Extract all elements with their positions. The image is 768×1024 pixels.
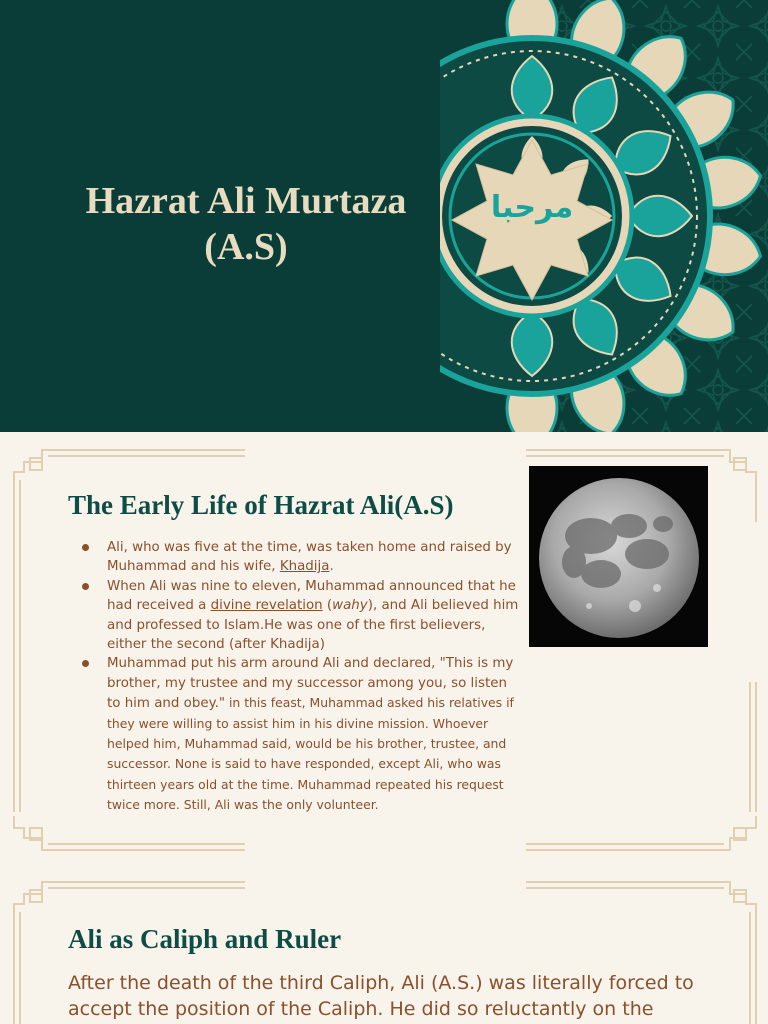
- list-item: [80, 577, 520, 655]
- welcome-badge-text: مرحبا: [490, 190, 574, 225]
- bullet-list: [80, 538, 520, 816]
- khadija-link[interactable]: Khadija: [279, 559, 330, 575]
- bullet-text: ), and Ali believed him and professed to Islam.He was one of the first believers, either the second (after Khadija): [107, 598, 519, 653]
- bullet-text: Ali, who was five at the time, was taken home and raised by Muhammad and his wife,: [107, 540, 512, 575]
- early-life-slide: [0, 432, 768, 864]
- list-item: [80, 538, 520, 577]
- list-item: [80, 654, 520, 815]
- section-heading: The Early Life of Hazrat Ali(A.S): [68, 490, 454, 520]
- section-paragraph: After the death of the third Caliph, Ali (A.S.) was literally forced to accept the position of the Caliph. He did so reluctantly on the: [68, 972, 694, 1020]
- full-moon-photo: [529, 466, 708, 647]
- title-line-1: Hazrat Ali Murtaza: [85, 180, 407, 222]
- bullet-text: in this feast, Muhammad asked his relatives if they were willing to assist him in his divine mission. Whoever helped him, Muhammad said, would be his brother, trustee, and successor. None is said to have responded, except Ali, who was thirteen years old at the time. Muhammad repeated his request twice more. Still, Ali was the only volunteer.: [107, 695, 514, 813]
- bullet-italic: wahy: [332, 598, 368, 614]
- bullet-text: .: [329, 559, 334, 575]
- section-heading: Ali as Caliph and Ruler: [68, 924, 342, 954]
- bullet-text: When Ali was nine to eleven, Muhammad announced that he had received a: [107, 578, 516, 614]
- title-slide: [0, 0, 768, 432]
- caliph-slide: [0, 864, 768, 1024]
- bullet-text: Muhammad put his arm around Ali and declared, "This is my brother, my trustee and my successor among you, so listen to him and obey.": [107, 656, 514, 712]
- presentation-title: [40, 178, 452, 270]
- title-line-2: (A.S): [204, 226, 288, 268]
- moon-icon: [529, 466, 708, 647]
- divine-revelation-link[interactable]: divine revelation: [210, 598, 323, 614]
- bullet-text: (: [322, 598, 333, 614]
